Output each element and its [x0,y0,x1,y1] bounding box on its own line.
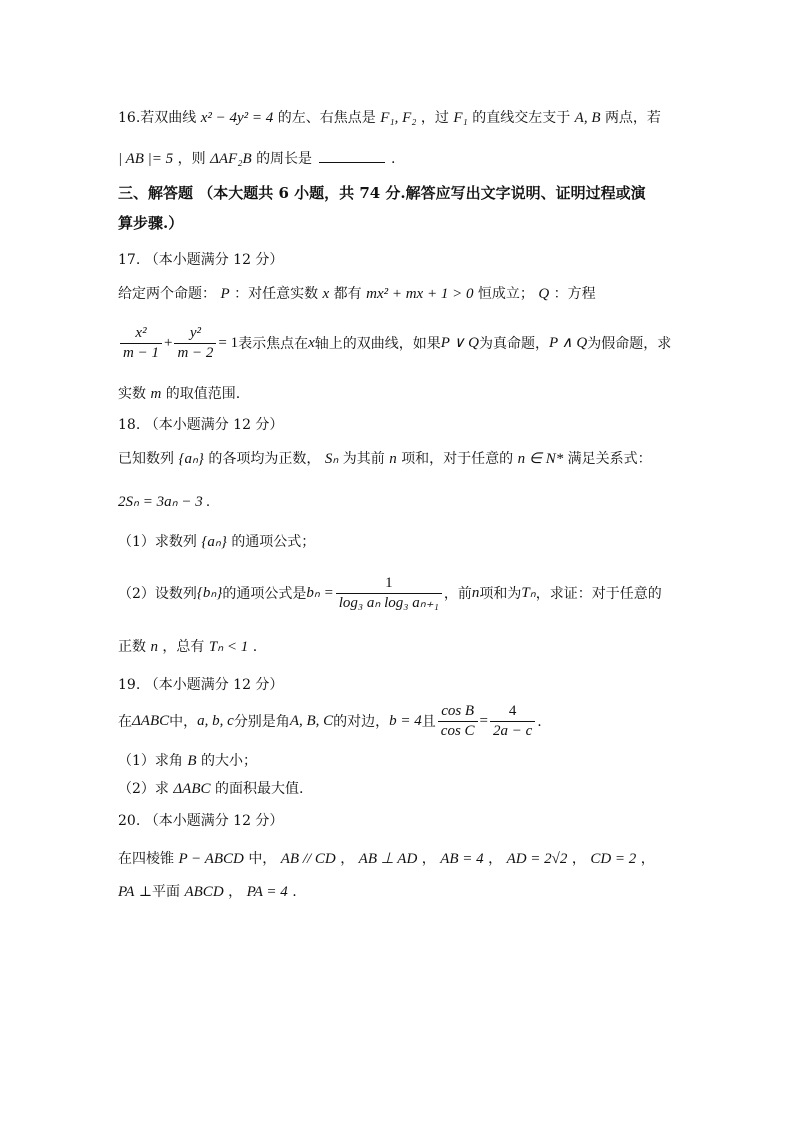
q18-seq-a: {aₙ} [178,451,204,467]
q16-line-1 [118,111,661,126]
q18-text: 项和，对于任意的 [401,451,514,467]
q20-line-1 [118,852,655,867]
q16-foci: F₁, F₂ [380,110,417,126]
q20-perpendicular: AB ⊥ AD [358,851,418,867]
q19-text: （2）求 [118,781,169,797]
q17-var-x: x [322,286,330,302]
fraction-denominator: m − 2 [174,343,216,361]
q18-text: ，总有 [162,639,205,655]
q16-text: 的周长是 [256,151,313,167]
q20-line-2 [118,885,297,900]
q20-text: ⊥平面 [138,884,181,900]
fraction-numerator: 4 [508,703,517,719]
q19-triangle: ΔABC [173,781,211,797]
q18-text: . [252,639,258,655]
fraction-numerator: cos B [441,703,475,719]
q17-text: 给定两个命题： [118,286,216,302]
equals-one: = 1 [218,335,239,351]
q20-cd-length: CD = 2 [590,851,637,867]
q20-ad-length: AD = 2√2 [506,851,568,867]
q19-fraction-cos [438,704,478,739]
q16-text: . [390,151,396,167]
q18-text: ，求证：对于任意的 [535,585,662,602]
q20-plane: ABCD [184,884,224,900]
q17-text: 轴上的双曲线，如果 [314,335,441,352]
q19-text: 的对边， [333,713,390,730]
q20-pa: PA [118,884,135,900]
q16-text: 两点，若 [604,110,661,126]
q17-text: 为假命题，求 [587,335,672,352]
q20-text: ， [340,851,355,867]
q19-triangle: ΔABC [132,713,170,729]
q19-text: 的大小； [201,753,257,769]
q20-text: 中， [248,851,277,867]
q20-pyramid: P − ABCD [178,851,244,867]
q17-disjunction: P ∨ Q [440,335,479,351]
section-heading: 三、解答题 （本大题共 6 小题，共 74 分.解答应写出文字说明、证明过程或演 [118,184,646,202]
q20-text: ， [488,851,503,867]
q18-var-n: n [389,451,397,467]
q17-text: 的取值范围. [165,386,241,402]
q19-angle-b: B [187,753,197,769]
fraction-numerator: x² [135,325,147,341]
q18-text: 为其前 [342,451,385,467]
fraction-numerator: 1 [385,575,393,591]
q17-text: ：方程 [553,286,596,302]
q20-pa-length: PA = 4 [246,884,288,900]
q18-text: ，前 [443,585,472,602]
q16-text: ，过 [420,110,449,126]
q17-var-m: m [150,386,162,402]
q18-text: 的通项公式是 [222,585,307,602]
q18-title: 18. （本小题满分 12 分） [118,417,284,433]
q18-line-4 [118,640,257,655]
plus-sign: + [163,335,173,351]
q17-prop-q: Q [538,286,550,302]
q17-line-2 [118,326,671,361]
q16-condition: | AB |= 5 [118,151,174,167]
q19-fraction-ratio [490,704,535,739]
q18-b-equals: bₙ = [306,585,334,601]
q19-line-1 [118,704,542,739]
equals-sign: = [479,713,488,729]
q18-seq-b: {bₙ} [196,585,223,601]
q20-text: . [292,884,297,900]
q20-text: ， [640,851,655,867]
q16-points: A, B [574,110,601,126]
q16-text: ，则 [177,151,206,167]
fraction-numerator: y² [189,325,201,341]
q20-text: ， [421,851,436,867]
q19-title: 19. （本小题满分 12 分） [118,677,284,693]
q17-text: 表示焦点在 [238,335,309,352]
q18-text: （1）求数列 [118,534,197,550]
q17-fraction-y [174,326,216,361]
q18-text: （2）设数列 [118,585,197,602]
q18-line-1 [118,452,652,467]
q17-text: ：对任意实数 [234,286,319,302]
q17-text: 实数 [118,386,146,402]
q18-var-n: n [150,639,158,655]
q19-part-2 [118,782,303,797]
q16-text: 的直线交左支于 [472,110,571,126]
fraction-denominator: m − 1 [120,343,162,361]
q17-fraction-x [120,326,162,361]
q17-text: 恒成立； [477,286,534,302]
q20-title: 20. （本小题满分 12 分） [118,813,284,829]
q18-text: 满足关系式： [567,451,652,467]
fraction-denominator: cos C [438,721,478,739]
q18-relation: 2Sₙ = 3aₙ − 3 . [118,494,211,510]
q20-ab-length: AB = 4 [440,851,484,867]
q19-text: （1）求角 [118,753,183,769]
q20-text: ， [571,851,586,867]
q18-seq-a: {aₙ} [201,534,227,550]
q16-hyperbola-equation: x² − 4y² = 4 [200,110,274,126]
q16-text: 16.若双曲线 [118,110,197,126]
q19-text: . [537,713,542,730]
q18-text: 项和为 [479,585,522,602]
fraction-denominator: 2a − c [490,721,535,739]
q18-text: 正数 [118,639,146,655]
q17-var-x: x [308,335,315,351]
q18-part-1 [118,535,315,550]
q16-triangle: ΔAF₂B [210,151,252,167]
q18-var-n: n [471,585,480,601]
q17-title: 17. （本小题满分 12 分） [118,252,284,268]
q19-sides: a, b, c [197,713,234,729]
q18-n-set: n ∈ N* [517,451,564,467]
q17-conjunction: P ∧ Q [549,335,588,351]
q19-b-value: b = 4 [389,713,422,729]
answer-blank [319,150,385,163]
q19-text: 在 [118,713,132,730]
q18-text: 的各项均为正数， [208,451,321,467]
q18-part-2 [118,576,662,611]
q20-parallel: AB // CD [280,851,336,867]
q17-prop-p: P [220,286,230,302]
q19-part-1 [118,754,257,769]
q18-fraction [336,576,442,611]
q20-text: ， [228,884,243,900]
q16-line-2 [118,150,395,167]
q19-text: 且 [421,713,436,730]
q17-inequality: mx² + mx + 1 > 0 [366,286,474,302]
q18-text: 已知数列 [118,451,174,467]
q16-text: 的左、右焦点是 [277,110,376,126]
q17-line-3 [118,387,240,402]
section-heading-cont: 算步骤.） [118,214,184,232]
q17-line-1 [118,287,596,302]
q18-inequality: Tₙ < 1 [208,639,249,655]
q19-text: 分别是角 [233,713,290,730]
q19-text: 的面积最大值. [214,781,304,797]
q16-focus-f1: F₁ [453,110,468,126]
q19-angles: A, B, C [289,713,334,729]
q17-text: 都有 [333,286,362,302]
q18-text: 的通项公式； [231,534,316,550]
q19-text: 中， [169,713,198,730]
q20-text: 在四棱锥 [118,851,174,867]
q17-text: 为真命题， [479,335,549,352]
q18-sum-s: Sₙ [324,451,339,467]
q18-sum-t: Tₙ [521,585,536,601]
fraction-denominator: log₃ aₙ log₃ aₙ₊₁ [336,593,442,611]
